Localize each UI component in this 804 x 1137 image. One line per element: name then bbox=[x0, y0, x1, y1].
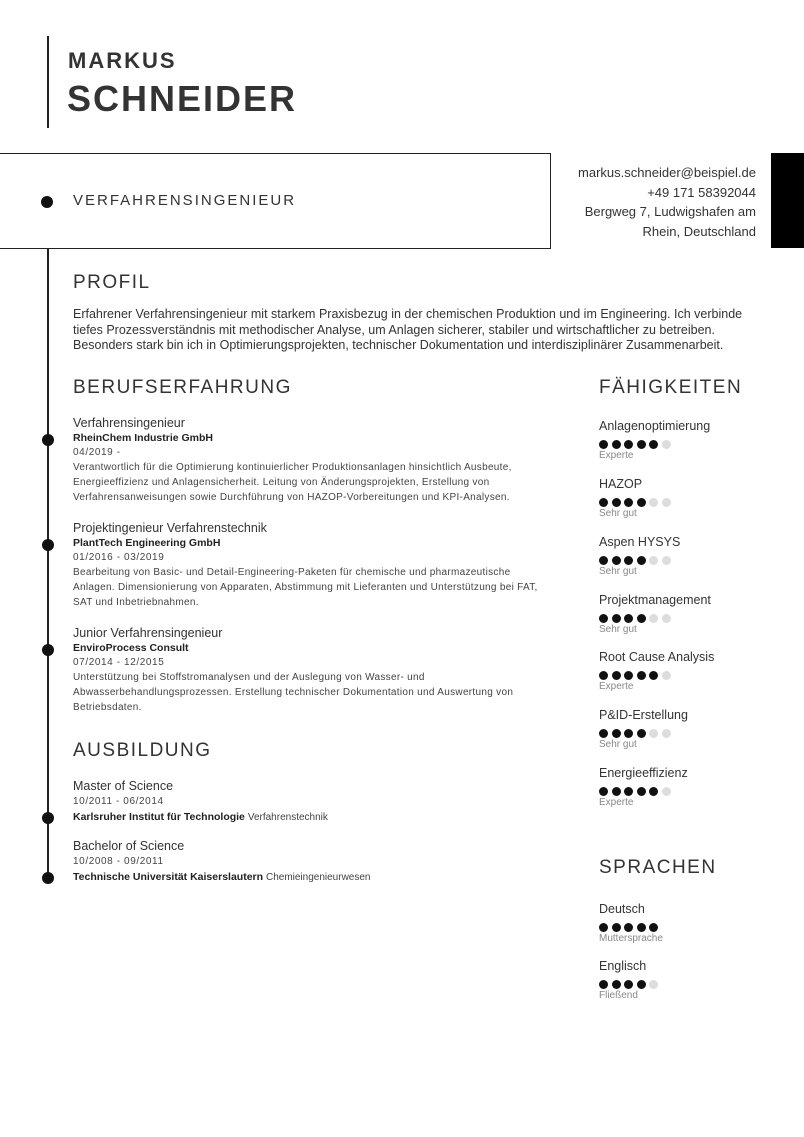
job-date: 01/2016 - 03/2019 bbox=[73, 552, 165, 563]
education-degree: Bachelor of Science bbox=[73, 839, 185, 853]
education-school: Technische Universität Kaiserslautern bbox=[73, 871, 264, 883]
skill-level: Sehr gut bbox=[599, 566, 637, 577]
education-school-line bbox=[73, 870, 553, 885]
skill-item bbox=[599, 592, 779, 637]
rating-dot-filled-icon bbox=[624, 498, 633, 507]
language-level: Fließend bbox=[599, 990, 638, 1001]
section-heading-languages: SPRACHEN bbox=[599, 857, 717, 878]
skill-item bbox=[599, 765, 779, 810]
rating-dot-filled-icon bbox=[612, 671, 621, 680]
rating-dot-empty-icon bbox=[662, 614, 671, 623]
skill-item bbox=[599, 476, 779, 521]
rating-dot-filled-icon bbox=[624, 556, 633, 565]
job-role: Verfahrensingenieur bbox=[73, 416, 185, 430]
job-role: Junior Verfahrensingenieur bbox=[73, 626, 223, 640]
skill-name: Energieeffizienz bbox=[599, 766, 688, 780]
rating-dot-empty-icon bbox=[649, 614, 658, 623]
contact-email[interactable]: markus.schneider@beispiel.de bbox=[578, 165, 756, 180]
experience-item bbox=[73, 520, 553, 610]
rating-dot-filled-icon bbox=[624, 787, 633, 796]
education-degree: Master of Science bbox=[73, 779, 174, 793]
skill-level: Experte bbox=[599, 681, 634, 692]
rating-dot-filled-icon bbox=[612, 614, 621, 623]
skill-name: Root Cause Analysis bbox=[599, 650, 715, 664]
rating-dot-filled-icon bbox=[612, 729, 621, 738]
skill-level: Sehr gut bbox=[599, 624, 637, 635]
rating-dot-filled-icon bbox=[599, 440, 608, 449]
skill-rating bbox=[599, 725, 779, 737]
education-field: Chemieingenieurwesen bbox=[265, 872, 371, 883]
language-name: Englisch bbox=[599, 959, 647, 973]
timeline-line bbox=[47, 248, 49, 880]
rating-dot-filled-icon bbox=[637, 787, 646, 796]
decorative-black-bar bbox=[771, 153, 804, 248]
rating-dot-filled-icon bbox=[612, 556, 621, 565]
timeline-dot-icon bbox=[42, 434, 54, 446]
rating-dot-filled-icon bbox=[624, 729, 633, 738]
rating-dot-filled-icon bbox=[649, 923, 658, 932]
rating-dot-empty-icon bbox=[662, 787, 671, 796]
contact-address-line1: Bergweg 7, Ludwigshafen am bbox=[584, 204, 756, 219]
job-company: RheinChem Industrie GmbH bbox=[73, 432, 214, 444]
rating-dot-empty-icon bbox=[662, 556, 671, 565]
rating-dot-filled-icon bbox=[599, 498, 608, 507]
rating-dot-filled-icon bbox=[637, 671, 646, 680]
language-level: Muttersprache bbox=[599, 933, 663, 944]
rating-dot-empty-icon bbox=[662, 671, 671, 680]
rating-dot-filled-icon bbox=[612, 498, 621, 507]
rating-dot-empty-icon bbox=[662, 440, 671, 449]
contact-address-line2: Rhein, Deutschland bbox=[642, 223, 756, 239]
rating-dot-filled-icon bbox=[624, 923, 633, 932]
language-rating bbox=[599, 976, 779, 988]
skill-rating bbox=[599, 552, 779, 564]
rating-dot-empty-icon bbox=[649, 729, 658, 738]
rating-dot-filled-icon bbox=[599, 671, 608, 680]
section-heading-experience: BERUFSERFAHRUNG bbox=[73, 377, 292, 398]
rating-dot-filled-icon bbox=[637, 980, 646, 989]
timeline-dot-icon bbox=[42, 644, 54, 656]
rating-dot-filled-icon bbox=[624, 671, 633, 680]
rating-dot-empty-icon bbox=[649, 498, 658, 507]
title-bullet-icon bbox=[41, 196, 53, 208]
rating-dot-filled-icon bbox=[612, 440, 621, 449]
skill-item bbox=[599, 649, 779, 694]
education-school: Karlsruher Institut für Technologie bbox=[73, 811, 245, 823]
section-heading-skills: FÄHIGKEITEN bbox=[599, 377, 743, 398]
rating-dot-filled-icon bbox=[637, 556, 646, 565]
job-company: PlantTech Engineering GmbH bbox=[73, 537, 221, 549]
rating-dot-filled-icon bbox=[599, 980, 608, 989]
experience-item bbox=[73, 415, 553, 505]
job-role: Projektingenieur Verfahrenstechnik bbox=[73, 521, 267, 535]
rating-dot-empty-icon bbox=[649, 980, 658, 989]
rating-dot-empty-icon bbox=[662, 729, 671, 738]
timeline-dot-icon bbox=[42, 872, 54, 884]
contact-phone[interactable]: +49 171 58392044 bbox=[647, 184, 756, 200]
first-name: MARKUS bbox=[68, 48, 177, 73]
skill-rating bbox=[599, 783, 779, 795]
skill-name: Anlagenoptimierung bbox=[599, 419, 711, 433]
education-date: 10/2011 - 06/2014 bbox=[73, 796, 164, 807]
language-rating bbox=[599, 919, 779, 931]
skill-rating bbox=[599, 610, 779, 622]
job-date: 07/2014 - 12/2015 bbox=[73, 657, 165, 668]
job-title-box bbox=[0, 153, 551, 249]
rating-dot-filled-icon bbox=[599, 556, 608, 565]
rating-dot-filled-icon bbox=[649, 440, 658, 449]
rating-dot-filled-icon bbox=[612, 923, 621, 932]
education-item bbox=[73, 838, 553, 885]
rating-dot-filled-icon bbox=[624, 980, 633, 989]
section-heading-education: AUSBILDUNG bbox=[73, 740, 212, 761]
job-description: Bearbeitung von Basic- und Detail-Engineering-Paketen für chemische und pharmazeutische Anlagen. Dimensionierung von Apparaten, Abstimmung mit Lieferanten und Unterstützung bei FAT, SAT und Inbetriebnahmen. bbox=[73, 567, 538, 608]
rating-dot-filled-icon bbox=[637, 614, 646, 623]
header-accent-line bbox=[47, 36, 49, 128]
experience-item bbox=[73, 625, 553, 715]
skill-rating bbox=[599, 667, 779, 679]
rating-dot-filled-icon bbox=[637, 729, 646, 738]
language-name: Deutsch bbox=[599, 902, 645, 916]
skill-item bbox=[599, 534, 779, 579]
profile-text: Erfahrener Verfahrensingenieur mit starkem Praxisbezug in der chemischen Produktion und im Engineering. Ich verbinde tiefes Prozessverständnis mit methodischer Analyse, um Anlagen sicherer, stabiler und wirtschaftlicher zu betreiben. Besonders stark bin ich in Optimierungsprojekten, technischer Dokumentation und interdisziplinärer Zusammenarbeit. bbox=[73, 307, 743, 352]
job-date: 04/2019 - bbox=[73, 447, 121, 458]
rating-dot-filled-icon bbox=[637, 498, 646, 507]
rating-dot-filled-icon bbox=[637, 440, 646, 449]
skill-name: HAZOP bbox=[599, 477, 643, 491]
rating-dot-filled-icon bbox=[624, 440, 633, 449]
skill-name: Projektmanagement bbox=[599, 593, 711, 607]
contact-block bbox=[556, 163, 756, 241]
job-company: EnviroProcess Consult bbox=[73, 642, 189, 654]
rating-dot-filled-icon bbox=[612, 980, 621, 989]
timeline-dot-icon bbox=[42, 539, 54, 551]
rating-dot-empty-icon bbox=[649, 556, 658, 565]
skill-level: Sehr gut bbox=[599, 739, 637, 750]
last-name: SCHNEIDER bbox=[67, 78, 298, 119]
education-field: Verfahrenstechnik bbox=[247, 812, 328, 823]
education-school-line bbox=[73, 810, 553, 825]
language-item bbox=[599, 901, 779, 946]
skill-rating bbox=[599, 436, 779, 448]
rating-dot-filled-icon bbox=[649, 787, 658, 796]
skill-level: Experte bbox=[599, 797, 634, 808]
rating-dot-filled-icon bbox=[599, 614, 608, 623]
job-description: Verantwortlich für die Optimierung kontinuierlicher Produktionsanlagen hinsichtlich Ausbeute, Energieeffizienz und Anlagensicherheit. Leitung von Änderungsprojekten, Erstellung von Verfahrensanweisungen sowie Durchführung von HAZOP-Vorbereitungen und KPI-Analysen. bbox=[73, 462, 512, 503]
section-heading-profile: PROFIL bbox=[73, 272, 151, 293]
rating-dot-filled-icon bbox=[599, 923, 608, 932]
rating-dot-filled-icon bbox=[599, 729, 608, 738]
education-date: 10/2008 - 09/2011 bbox=[73, 856, 164, 867]
rating-dot-filled-icon bbox=[624, 614, 633, 623]
rating-dot-filled-icon bbox=[599, 787, 608, 796]
skill-item bbox=[599, 418, 779, 463]
skill-level: Experte bbox=[599, 450, 634, 461]
education-item bbox=[73, 778, 553, 825]
rating-dot-filled-icon bbox=[649, 671, 658, 680]
skill-level: Sehr gut bbox=[599, 508, 637, 519]
language-item bbox=[599, 958, 779, 1003]
rating-dot-filled-icon bbox=[612, 787, 621, 796]
timeline-dot-icon bbox=[42, 812, 54, 824]
skill-item bbox=[599, 707, 779, 752]
rating-dot-empty-icon bbox=[662, 498, 671, 507]
job-title: VERFAHRENSINGENIEUR bbox=[73, 192, 297, 209]
skill-name: Aspen HYSYS bbox=[599, 535, 681, 549]
rating-dot-filled-icon bbox=[637, 923, 646, 932]
skill-name: P&ID-Erstellung bbox=[599, 708, 688, 722]
skill-rating bbox=[599, 494, 779, 506]
job-description: Unterstützung bei Stoffstromanalysen und der Auslegung von Wasser- und Abwasserbehandlungsprozessen. Erstellung technischer Dokumentation und Auswertung von Betriebsdaten. bbox=[73, 672, 514, 713]
